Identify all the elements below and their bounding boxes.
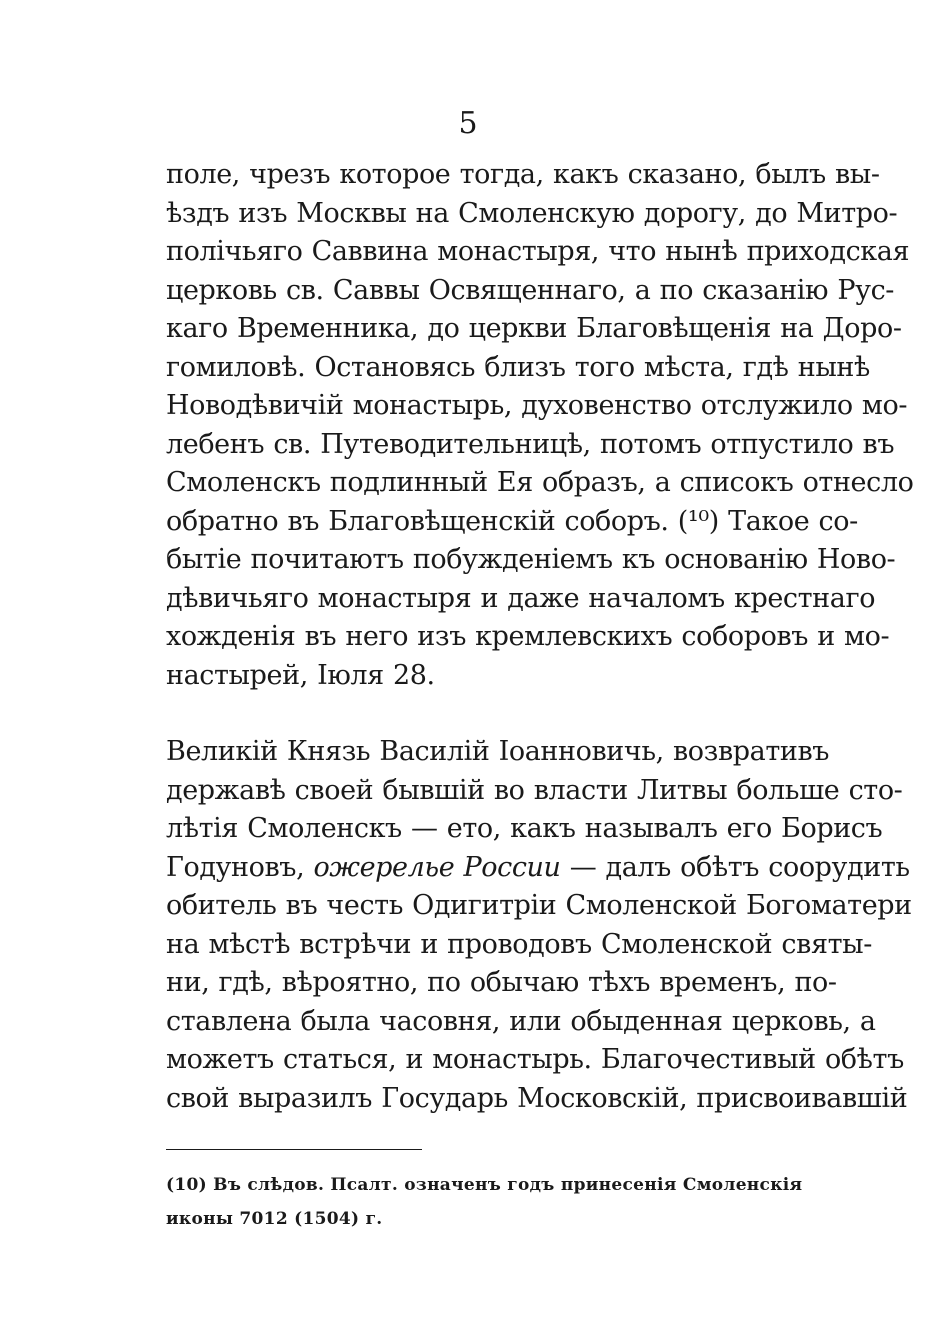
text-line: бытіе почитаютъ побужденіемъ къ основанію Ново- <box>166 544 896 575</box>
text-line: гомиловѣ. Остановясь близъ того мѣста, гдѣ нынѣ <box>166 351 870 383</box>
text-line-end: — далъ обѣтъ соорудить <box>560 851 910 883</box>
paragraph-1 <box>166 156 914 695</box>
text-line: ѣздъ изъ Москвы на Смоленскую дорогу, до Митро- <box>166 197 898 229</box>
footnote-line: (10) Въ слѣдов. Псалт. означенъ годъ принесенія Смоленскія <box>166 1175 803 1195</box>
text-line <box>166 849 910 888</box>
text-line: ставлена была часовня, или обыденная церковь, а <box>166 1005 876 1037</box>
text-line: свой выразилъ Государь Московскій, присвоивавшій <box>166 1082 908 1114</box>
text-line: можетъ статься, и монастырь. Благочестивый обѣтъ <box>166 1044 904 1075</box>
text-line: на мѣстѣ встрѣчи и проводовъ Смоленской святы- <box>166 928 872 960</box>
text-line: Новодѣвичій монастырь, духовенство отслужило мо- <box>166 390 908 421</box>
text-line: полічьяго Саввина монастыря, что нынѣ приходская <box>166 236 910 267</box>
text-line: обратно въ Благовѣщенскій соборъ. (¹⁰) Такое со- <box>166 505 858 537</box>
text-line: церковь св. Саввы Освященнаго, а по сказанію Рус- <box>166 274 895 306</box>
text-line: настырей, Іюля 28. <box>166 659 435 691</box>
paragraph-2 <box>166 733 912 1118</box>
text-line: хожденія въ него изъ кремлевскихъ соборовъ и мо- <box>166 621 890 652</box>
text-line: ни, гдѣ, вѣроятно, по обычаю тѣхъ временъ, по- <box>166 967 837 998</box>
page-number: 5 <box>458 106 478 141</box>
text-line: державѣ своей бывшій во власти Литвы больше сто- <box>166 774 903 806</box>
footnote <box>166 1168 803 1236</box>
italic-phrase: ожерелье России <box>313 851 561 883</box>
text-line: лебенъ св. Путеводительницѣ, потомъ отпустило въ <box>166 428 895 460</box>
text-line: обитель въ честь Одигитріи Смоленской Богоматери <box>166 890 912 921</box>
text-line-start: Годуновъ, <box>166 851 314 883</box>
footnote-divider <box>166 1149 422 1150</box>
footnote-line: иконы 7012 (1504) г. <box>166 1209 383 1229</box>
text-line: поле, чрезъ которое тогда, какъ сказано, былъ вы- <box>166 159 880 190</box>
text-line: лѣтія Смоленскъ — ето, какъ называлъ его Борисъ <box>166 813 883 844</box>
text-line: Великій Князь Василій Іоанновичь, возвративъ <box>166 736 830 767</box>
text-line: дѣвичьяго монастыря и даже началомъ крестнаго <box>166 582 876 614</box>
text-line: каго Временника, до церкви Благовѣщенія на Доро- <box>166 313 902 344</box>
text-line: Смоленскъ подлинный Ея образъ, а списокъ отнесло <box>166 467 914 498</box>
